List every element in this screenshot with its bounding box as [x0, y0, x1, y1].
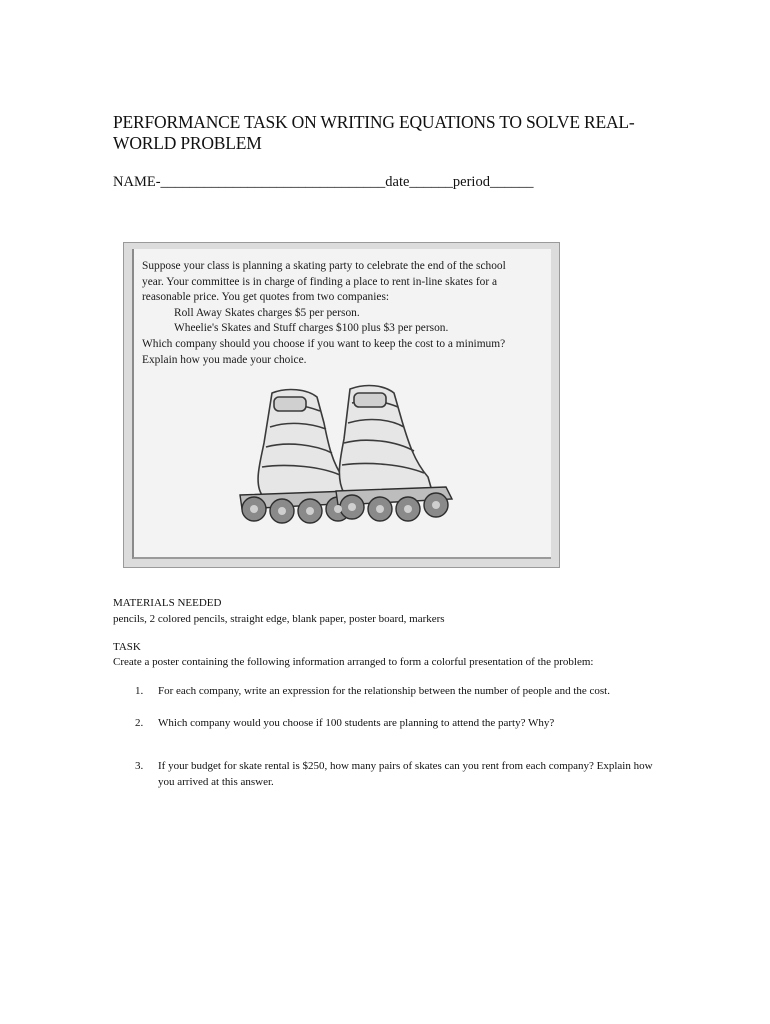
- task-item-number: 1.: [135, 685, 144, 697]
- question-line: Explain how you made your choice.: [142, 353, 307, 366]
- problem-line: Suppose your class is planning a skating party to celebrate the end of the school: [142, 260, 506, 272]
- task-item-text: If your budget for skate rental is $250, how many pairs of skates can you rent from each company? Explain how you arrived at this answer.: [158, 760, 653, 788]
- scanned-problem-panel: [132, 249, 551, 559]
- task-list: [113, 684, 658, 790]
- task-item-text: For each company, write an expression for the relationship between the number of people and the cost.: [158, 685, 610, 697]
- quote-wheelies: Wheelie's Skates and Stuff charges $100 plus $3 per person.: [174, 322, 449, 335]
- name-date-period-line: NAME-_______________________________date______period______: [113, 174, 534, 190]
- problem-line: reasonable price. You get quotes from two companies:: [142, 291, 390, 304]
- task-heading: TASK: [113, 641, 141, 653]
- quote-roll-away: Roll Away Skates charges $5 per person.: [174, 306, 360, 319]
- scanned-problem-image: [123, 242, 560, 568]
- page-title: PERFORMANCE TASK ON WRITING EQUATIONS TO SOLVE REAL-WORLD PROBLEM: [113, 112, 635, 153]
- question-line: Which company should you choose if you want to keep the cost to a minimum?: [142, 337, 506, 350]
- inline-skates-icon: [232, 383, 467, 533]
- task-item-number: 3.: [135, 760, 144, 773]
- task-item-text: Which company would you choose if 100 students are planning to attend the party? Why?: [158, 717, 555, 730]
- task-description: Create a poster containing the following information arranged to form a colorful presentation of the problem:: [113, 656, 594, 668]
- materials-heading: MATERIALS NEEDED: [113, 597, 222, 609]
- task-item: [113, 759, 658, 789]
- task-item: [113, 716, 658, 731]
- problem-text: [142, 259, 542, 368]
- task-item-number: 2.: [135, 717, 144, 730]
- materials-list: pencils, 2 colored pencils, straight edge, blank paper, poster board, markers: [113, 613, 445, 625]
- problem-line: year. Your committee is in charge of finding a place to rent in-line skates for a: [142, 275, 498, 288]
- task-item: [113, 684, 658, 699]
